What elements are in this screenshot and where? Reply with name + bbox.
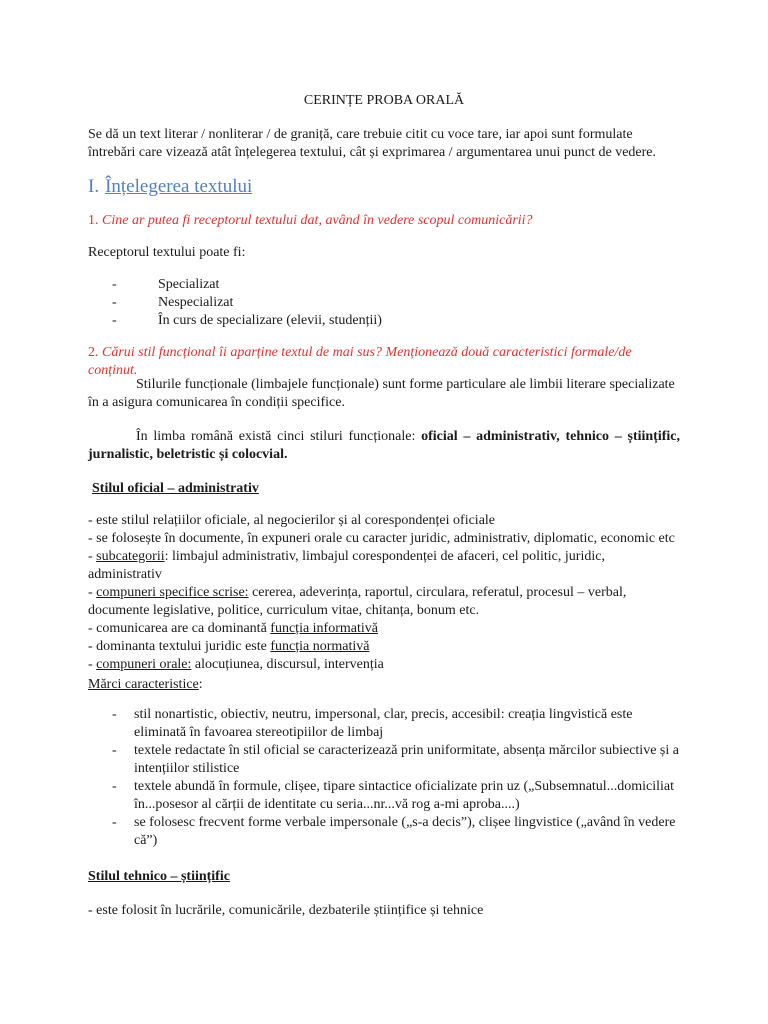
list-item: - textele abundă în formule, clișee, tipare sintactice oficializate prin uz („Subsemnatul...domiciliat în...posesor al cărții de identitate cu seria...nr...vă rog a-mi aproba....) <box>88 778 680 814</box>
paragraph-five-styles <box>88 428 680 464</box>
list-item: - stil nonartistic, obiectiv, neutru, impersonal, clar, precis, accesibil: creația lingvistică este eliminată în favoarea stereotipiilor de limbaj <box>88 706 680 742</box>
line-text: : limbajul administrativ, limbajul corespondenței de afaceri, cel politic, juridic, administrativ <box>88 549 605 582</box>
line-text: - dominanta textului juridic este <box>88 639 271 654</box>
list-item: - textele redactate în stil oficial se caracterizează prin uniformitate, absența mărcilor subiective și a intențiilor stilistice <box>88 742 680 778</box>
underlined-label: compuneri orale: <box>96 657 192 672</box>
list-item: - Nespecializat <box>88 294 680 312</box>
characteristics-list <box>88 706 680 850</box>
paragraph-lead: În limba română există cinci stiluri funcționale: <box>136 429 422 444</box>
characteristics-label: Mărci caracteristice <box>88 677 199 692</box>
question-2-text: Cărui stil funcțional îi aparține textul de mai sus? Menționează două caracteristici formale/de conținut. <box>88 345 632 378</box>
underlined-label: compuneri specifice scrise: <box>96 585 249 600</box>
underlined-label: funcția normativă <box>270 639 370 654</box>
question-2 <box>88 344 680 380</box>
receptor-list <box>88 276 680 330</box>
line-text: cererea, adeverința, raportul, circulara, referatul, procesul – verbal, documente legislative, politice, curriculum vitae, chitanța, bonum etc. <box>88 585 627 618</box>
line-item: - subcategorii: limbajul administrativ, limbajul corespondenței de afaceri, cel politic, juridic, administrativ <box>88 549 605 582</box>
list-item: - se folosesc frecvent forme verbale impersonale („s-a decis”), clișee lingvistice („având în vedere că”) <box>88 814 680 850</box>
question-1 <box>88 212 680 230</box>
receptor-intro: Receptorul textului poate fi: <box>88 245 246 260</box>
paragraph-styles-definition: Stilurile funcționale (limbajele funcționale) sunt forme particulare ale limbii literare specializate în a asigura comunicarea în condiții specifice. <box>88 377 675 410</box>
line-item: - se folosește în documente, în expuneri orale cu caracter juridic, administrativ, diplomatic, economic etc <box>88 531 675 546</box>
technical-style-line: - este folosit în lucrările, comunicările, dezbaterile științifice și tehnice <box>88 903 484 918</box>
line-item: - compuneri orale: alocuțiunea, discursul, intervenția <box>88 657 384 672</box>
intro-paragraph: Se dă un text literar / nonliterar / de graniță, care trebuie citit cu voce tare, iar apoi sunt formulate întrebări care vizează atât înțelegerea textului, cât și exprimarea / argumentarea unui punct de vedere. <box>88 127 656 160</box>
list-item: - Specializat <box>88 276 680 294</box>
section-title-link[interactable]: Înțelegerea textului <box>105 176 253 197</box>
underlined-label: subcategorii <box>96 549 165 564</box>
characteristics-heading <box>88 676 680 694</box>
line-item <box>88 638 680 656</box>
line-item: - compuneri specifice scrise: cererea, adeverința, raportul, circulara, referatul, procesul – verbal, documente legislative, politice, curriculum vitae, chitanța, bonum etc. <box>88 585 627 618</box>
question-1-number: 1. <box>88 213 99 228</box>
section-heading <box>88 175 680 199</box>
section-number: I. <box>88 176 100 197</box>
question-2-number: 2. <box>88 345 99 360</box>
line-text: alocuțiunea, discursul, intervenția <box>191 657 384 672</box>
underlined-label: funcția informativă <box>270 621 378 636</box>
style-heading-official: Stilul oficial – administrativ <box>92 481 259 496</box>
characteristics-colon: : <box>198 677 203 692</box>
list-item: - În curs de specializare (elevii, studenții) <box>88 312 680 330</box>
official-style-lines <box>88 512 680 674</box>
line-item: - este stilul relațiilor oficiale, al negocierilor și al corespondenței oficiale <box>88 513 496 528</box>
line-item <box>88 620 680 638</box>
paragraph-bold: oficial – administrativ, tehnico – științific, jurnalistic, beletristic și colocvial. <box>88 429 680 462</box>
line-text: - comunicarea are ca dominantă <box>88 621 271 636</box>
style-heading-technical: Stilul tehnico – științific <box>88 869 230 884</box>
question-1-text: Cine ar putea fi receptorul textului dat, având în vedere scopul comunicării? <box>102 213 533 228</box>
page-title: CERINȚE PROBA ORALĂ <box>303 93 465 108</box>
